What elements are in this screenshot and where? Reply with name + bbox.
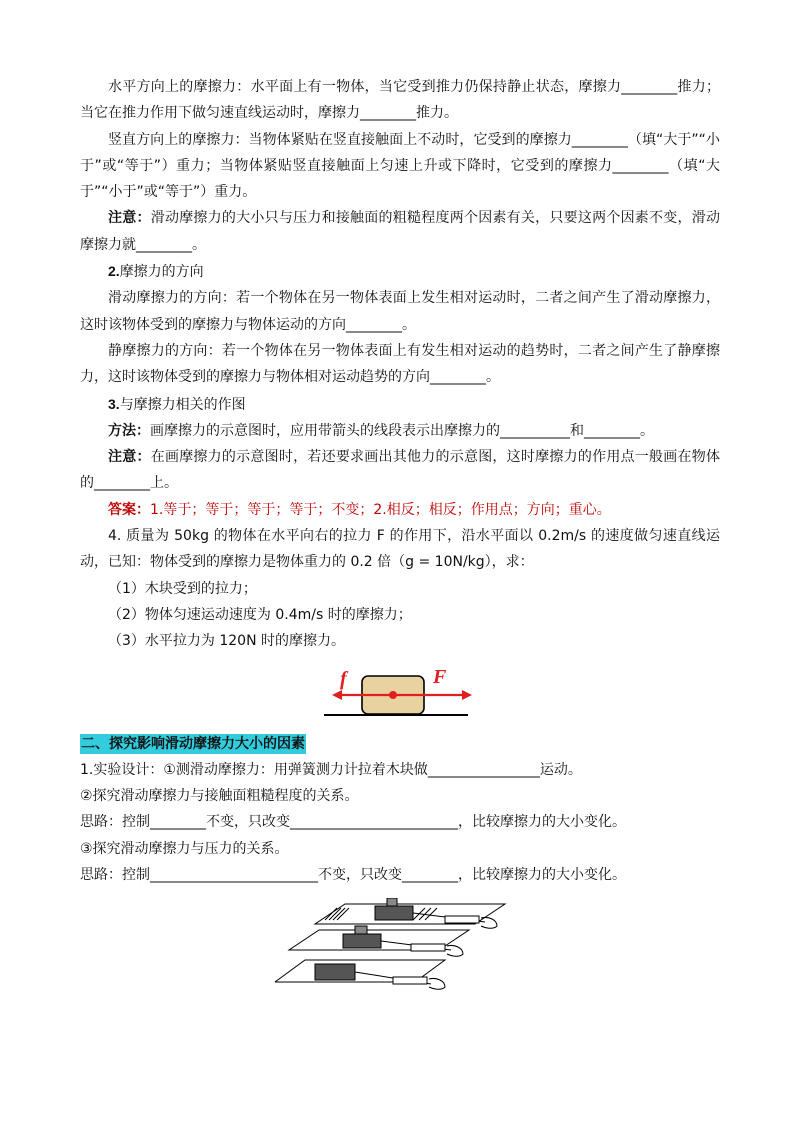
sliding-friction-direction-paragraph: 滑动摩擦力的方向：若一个物体在另一物体表面上发生相对运动时，二者之间产生了滑动摩擦力，这时该物体受到的摩擦力与物体运动的方向________。 — [80, 290, 720, 333]
friction-label: f — [340, 667, 347, 690]
towel-track — [315, 898, 505, 928]
note-drawing-paragraph — [80, 444, 720, 497]
subheading-friction-drawing — [80, 391, 720, 418]
question-4: 4. 质量为 50kg 的物体在水平向右的拉力 F 的作用下，沿水平面以 0.2m/s 的速度做匀速直线运动，已知：物体受到的摩擦力是物体重力的 0.2 倍（g = 10N/kg），求： — [80, 528, 720, 571]
question-4-item: （2）物体匀速运动速度为 0.4m/s 时的摩擦力； — [108, 606, 412, 623]
answer-label: 答案： — [108, 501, 150, 518]
answer-paragraph — [80, 497, 720, 523]
subheading-number: 3. — [108, 395, 120, 412]
vertical-friction-paragraph: 竖直方向上的摩擦力：当物体紧贴在竖直接触面上不动时，它受到的摩擦力________（填“大于”“小于”或“等于”）重力；当物体紧贴竖直接触面上匀速上升或下降时，它受到的摩擦力________（填“大于”“小于”或“等于”）重力。 — [80, 131, 720, 201]
note-label: 注意： — [108, 210, 151, 227]
question-4-item: （1）木块受到的拉力； — [108, 580, 257, 597]
method-label: 方法： — [108, 422, 150, 439]
section-2-heading: 二、探究影响滑动摩擦力大小的因素 — [81, 735, 305, 752]
glass-track — [275, 960, 445, 989]
experiment-illustration — [275, 898, 525, 1008]
pull-force-arrowhead — [462, 690, 472, 700]
experiment-line-4: ③探究滑动摩擦力与压力的关系。 — [80, 840, 289, 857]
static-friction-direction-paragraph: 静摩擦力的方向：若一个物体在另一物体表面上有发生相对运动的趋势时，二者之间产生了静摩擦力，这时该物体受到的摩擦力与物体相对运动趋势的方向________。 — [80, 342, 720, 386]
subheading-number: 2. — [108, 263, 120, 280]
action-point — [389, 691, 397, 699]
note-text: 在画摩擦力的示意图时，若还要求画出其他力的示意图，这时摩擦力的作用点一般画在物体的________上。 — [80, 449, 721, 492]
experiment-line-5: 思路：控制________________________不变，只改变________，比较摩擦力的大小变化。 — [80, 867, 626, 884]
force-label: F — [433, 665, 447, 688]
question-4-item: （3）水平拉力为 120N 时的摩擦力。 — [108, 633, 346, 650]
note-label: 注意： — [108, 449, 151, 466]
experiment-line-3: 思路：控制________不变，只改变________________________，比较摩擦力的大小变化。 — [80, 814, 626, 831]
subheading-friction-direction — [80, 258, 720, 285]
answer-text: 1.等于；等于；等于；等于；不变；2.相反；相反；作用点；方向；重心。 — [150, 501, 611, 518]
note-sliding-friction — [80, 205, 720, 258]
wood-track — [289, 926, 469, 956]
worksheet-page — [80, 74, 720, 1008]
horizontal-friction-paragraph: 水平方向上的摩擦力：水平面上有一物体，当它受到推力仍保持静止状态，摩擦力________推力；当它在推力作用下做匀速直线运动时，摩擦力________推力。 — [80, 79, 720, 122]
friction-arrowhead — [332, 690, 342, 700]
note-text: 滑动摩擦力的大小只与压力和接触面的粗糙程度两个因素有关，只要这两个因素不变，滑动摩擦力就________。 — [80, 210, 721, 253]
subheading-text: 摩擦力的方向 — [119, 264, 204, 281]
method-text: 画摩擦力的示意图时，应用带箭头的线段表示出摩擦力的__________和________。 — [150, 422, 654, 439]
force-diagram — [320, 661, 480, 725]
experiment-line-2: ②探究滑动摩擦力与接触面粗糙程度的关系。 — [80, 788, 359, 805]
subheading-text: 与摩擦力相关的作图 — [119, 396, 246, 413]
section-2-heading-line — [80, 731, 720, 757]
experiment-line-1: 1.实验设计：①测滑动摩擦力：用弹簧测力计拉着木块做________________运动。 — [80, 761, 582, 778]
method-paragraph — [80, 418, 720, 444]
